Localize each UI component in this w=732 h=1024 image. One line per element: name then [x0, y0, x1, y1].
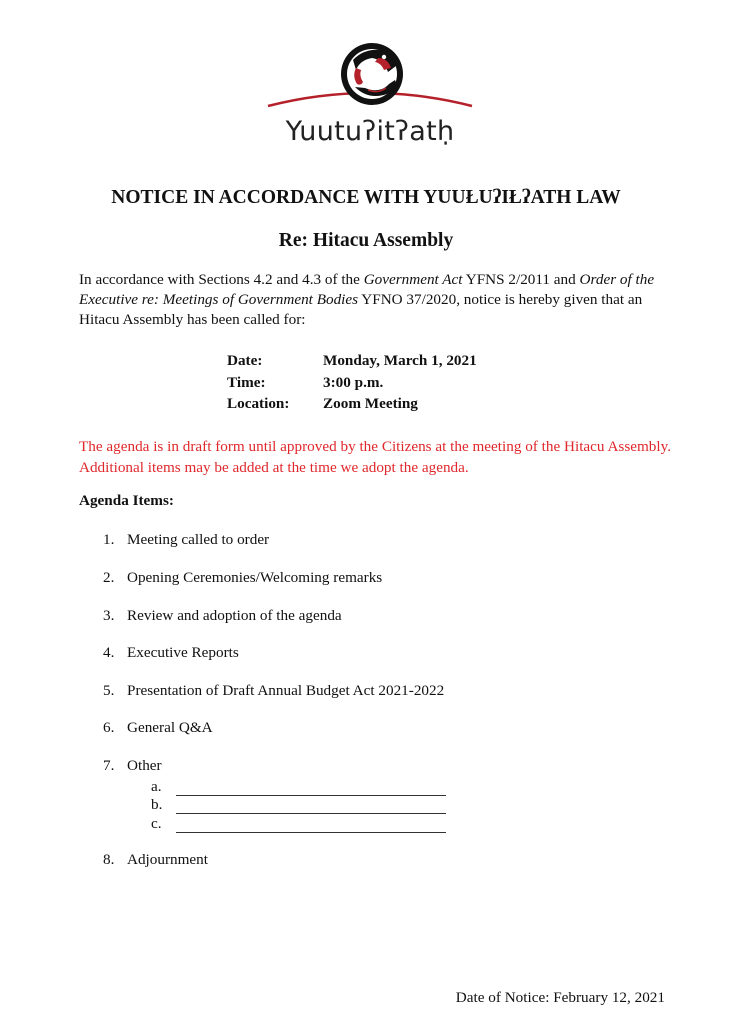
- agenda-item-text: Review and adoption of the agenda: [127, 607, 342, 624]
- sub-item-letter: a.: [151, 778, 162, 795]
- agenda-item-number: 7.: [103, 757, 115, 774]
- agenda-sub-item: [151, 815, 446, 833]
- agenda-item-text: Adjournment: [127, 851, 208, 868]
- agenda-item-number: 2.: [103, 569, 115, 586]
- agenda-item-number: 5.: [103, 682, 115, 699]
- blank-line: [176, 799, 446, 814]
- notice-subtitle: Re: Hitacu Assembly: [278, 230, 454, 251]
- agenda-item-number: 1.: [103, 531, 115, 548]
- detail-value: Monday, March 1, 2021: [323, 352, 477, 369]
- detail-label: Location:: [227, 395, 290, 412]
- detail-value: Zoom Meeting: [323, 395, 418, 412]
- logo-emblem: [260, 38, 480, 118]
- agenda-item: [103, 644, 239, 662]
- intro-paragraph: [79, 270, 669, 330]
- notice-title: NOTICE IN ACCORDANCE WITH YUUŁUʔIŁʔATH LAW: [111, 187, 621, 208]
- agenda-item: [103, 757, 162, 775]
- agenda-item-text: General Q&A: [127, 719, 213, 736]
- detail-label: Time:: [227, 373, 266, 391]
- agenda-item: [103, 607, 342, 625]
- sub-item-letter: b.: [151, 796, 163, 813]
- agenda-item: [103, 531, 269, 549]
- yuuluilath-logo: [260, 38, 480, 150]
- detail-label: Date:: [227, 352, 263, 369]
- logo-wordmark: Yuutuʔitʔatḥ: [285, 116, 455, 147]
- agenda-sub-item: [151, 796, 446, 814]
- agenda-item: [103, 569, 382, 587]
- agenda-item: [103, 719, 213, 737]
- blank-line: [176, 818, 446, 833]
- agenda-sub-item: [151, 778, 446, 796]
- intro-text: YFNO 37/2020, notice is hereby given that an Hitacu Assembly has been called for:: [79, 291, 643, 328]
- agenda-item-text: Opening Ceremonies/Welcoming remarks: [127, 569, 383, 586]
- meeting-details: [227, 350, 477, 415]
- intro-act-name: Government Act: [363, 271, 463, 288]
- agenda-item-number: 8.: [103, 851, 115, 868]
- agenda-item-text: Presentation of Draft Annual Budget Act 2021-2022: [127, 682, 445, 699]
- detail-row-location: [227, 393, 477, 415]
- agenda-item-number: 6.: [103, 719, 115, 736]
- agenda-item-text: Meeting called to order: [127, 531, 270, 548]
- detail-value: 3:00 p.m.: [323, 373, 384, 391]
- agenda-item: [103, 682, 444, 700]
- agenda-item-number: 3.: [103, 607, 115, 624]
- detail-row-time: [227, 372, 477, 394]
- agenda-item-text: Other: [127, 757, 162, 774]
- sub-item-letter: c.: [151, 815, 162, 832]
- agenda-item-text: Executive Reports: [127, 644, 239, 661]
- intro-text: In accordance with Sections 4.2 and 4.3 of the: [79, 271, 364, 288]
- intro-text: YFNS 2/2011 and: [462, 271, 580, 288]
- intro-order-name: Order of the Executive re: Meetings of Government Bodies: [79, 271, 655, 308]
- agenda-item-number: 4.: [103, 644, 115, 661]
- agenda-heading: Agenda Items:: [79, 492, 174, 509]
- date-of-notice: Date of Notice: February 12, 2021: [455, 989, 665, 1006]
- agenda-item: [103, 851, 208, 869]
- detail-row-date: [227, 350, 477, 372]
- draft-agenda-notice: The agenda is in draft form until approved by the Citizens at the meeting of the Hitacu Assembly. Additional items may be added at the time we adopt the agenda.: [79, 438, 672, 476]
- blank-line: [176, 781, 446, 796]
